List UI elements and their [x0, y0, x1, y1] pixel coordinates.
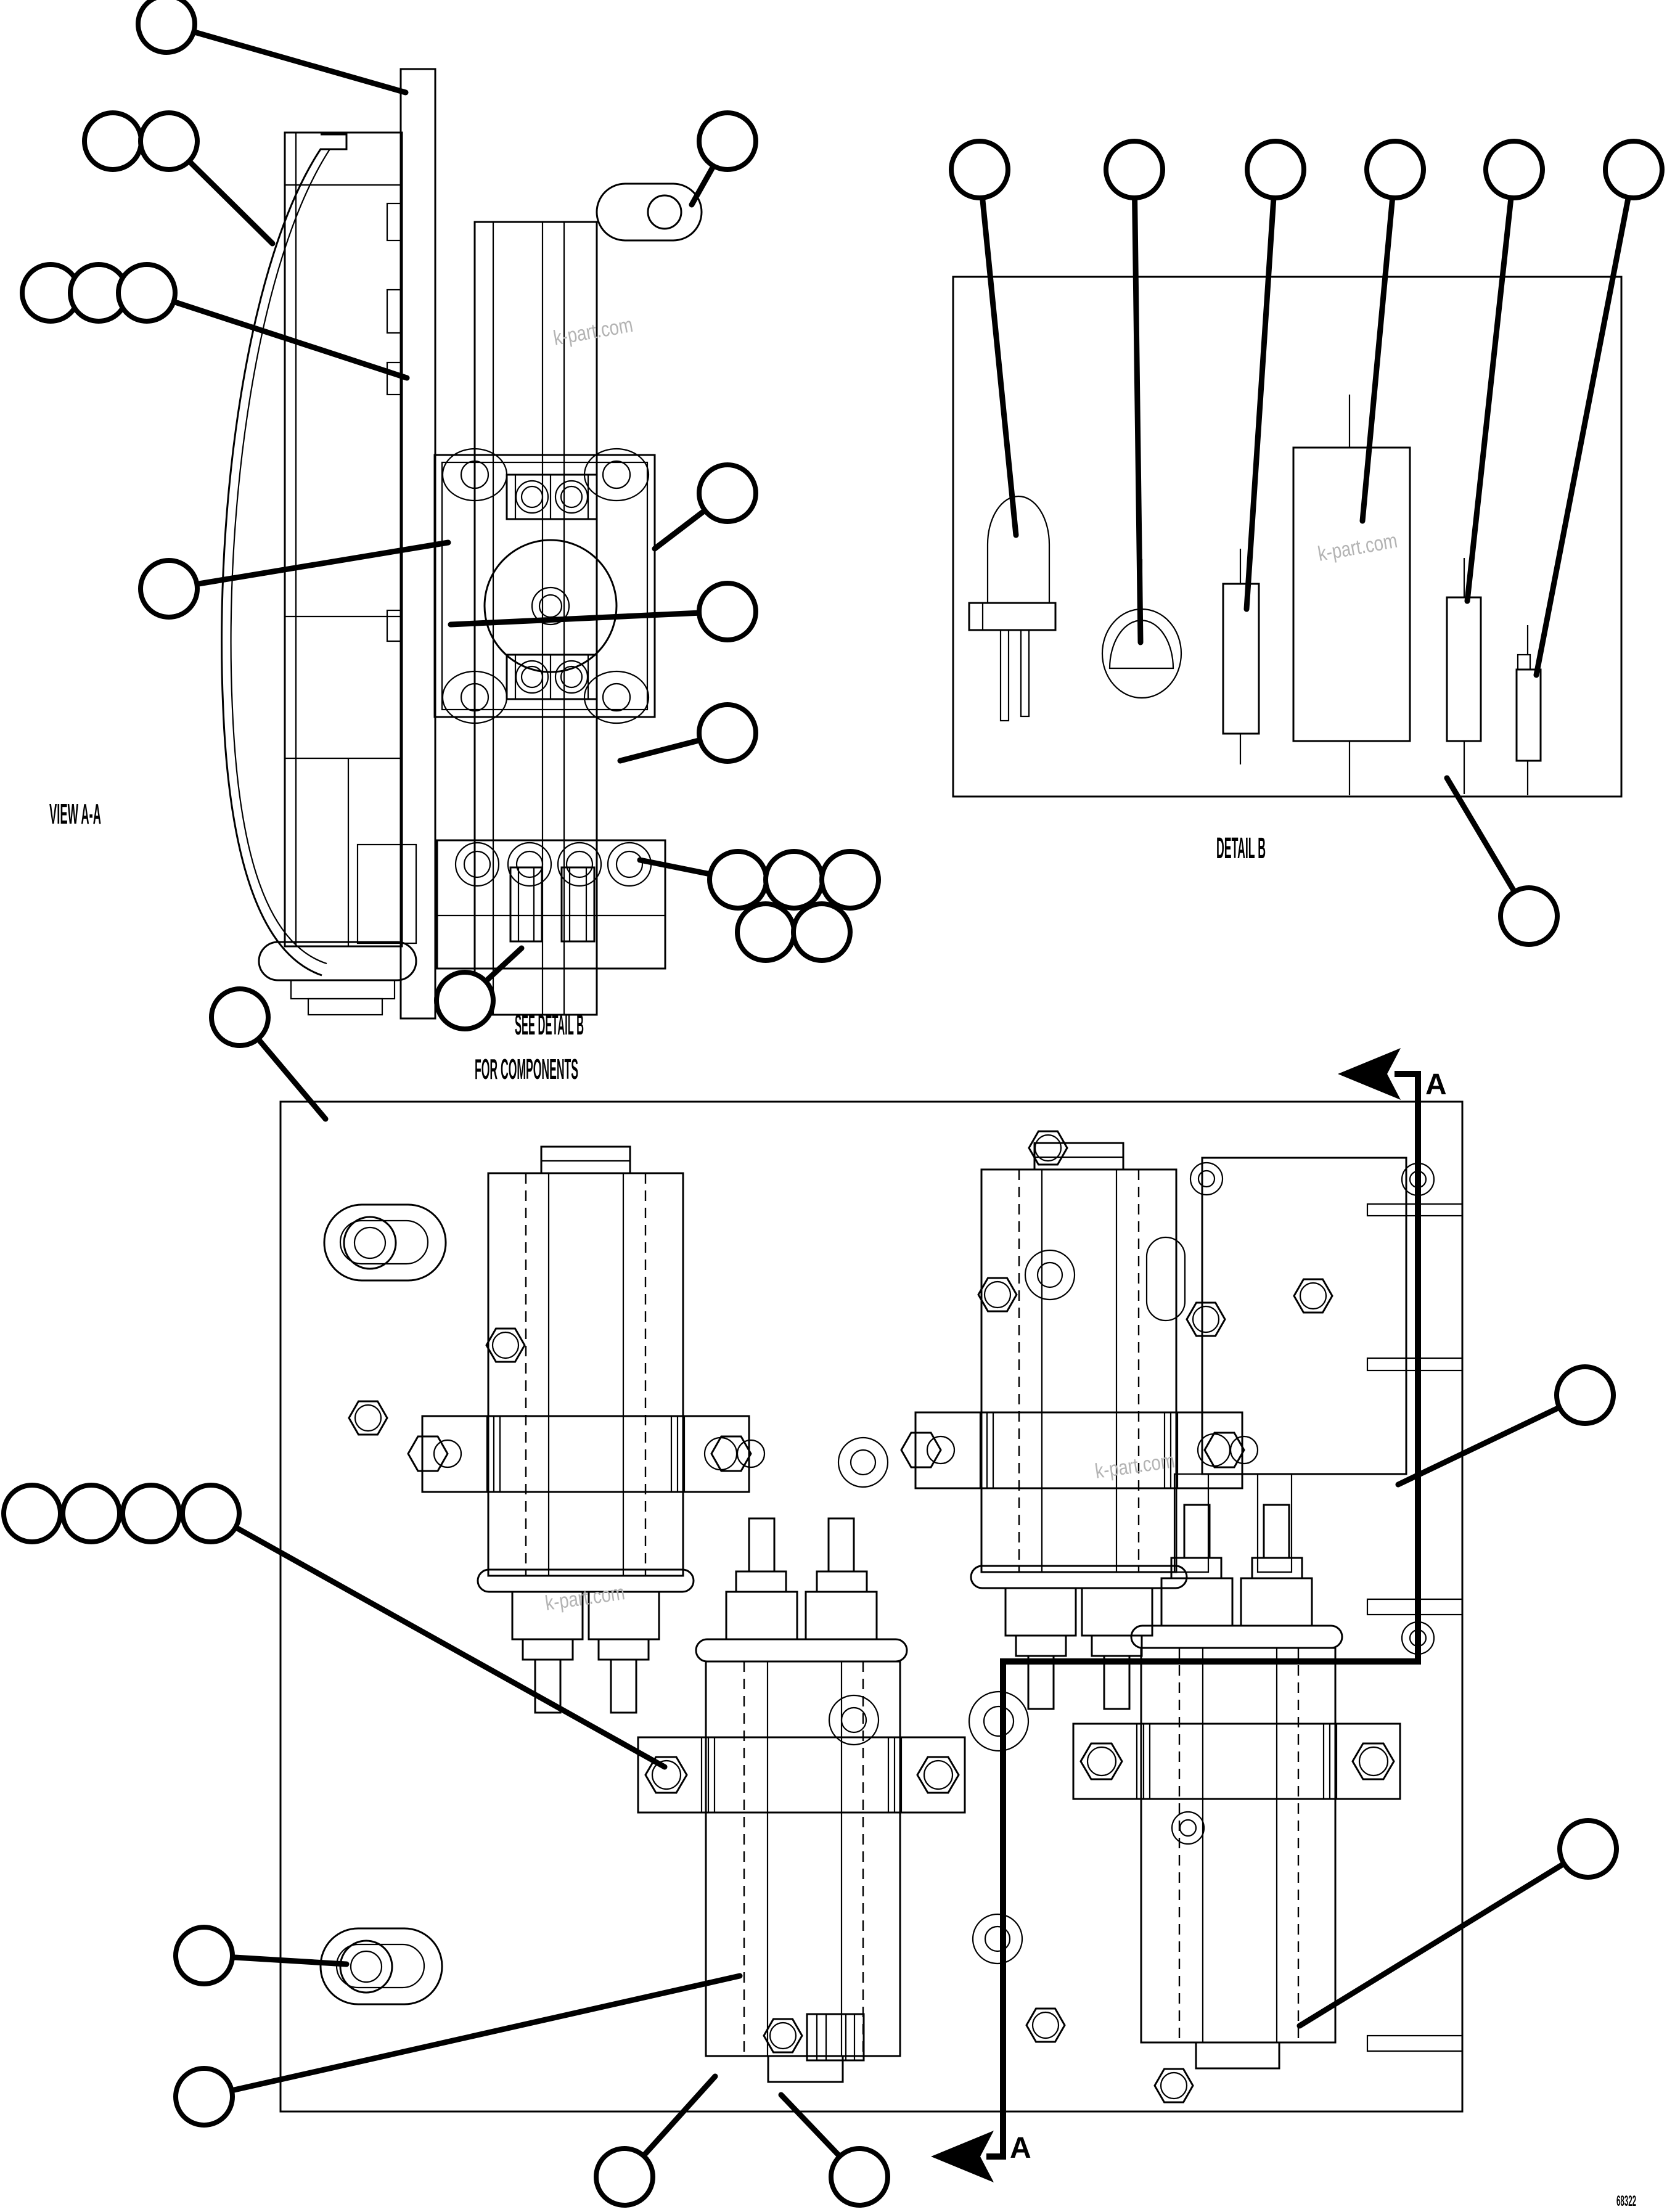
leader-line [1300, 1849, 1588, 2026]
resistor-small [1517, 625, 1541, 795]
callout-balloon [737, 904, 794, 961]
callout-balloon [1501, 888, 1557, 944]
callout-balloon [211, 989, 268, 1046]
callout-balloon [822, 851, 879, 908]
leader-line [1362, 170, 1395, 521]
meter-body [259, 133, 416, 1015]
callout-balloon [176, 1927, 232, 1984]
cylinder-4 [1073, 1505, 1400, 2042]
callout-balloon [141, 113, 197, 170]
callout-balloon [1247, 141, 1304, 198]
panel-edge-tabs [1367, 1599, 1462, 2051]
callout-balloon [123, 1485, 179, 1542]
view-aa-label: VIEW A-A [49, 798, 101, 830]
keyhole-slot-top [324, 1205, 446, 1280]
leader-line [1398, 1395, 1585, 1485]
callout-balloon [951, 141, 1008, 198]
callout-balloon [1486, 141, 1542, 198]
led-component [969, 496, 1055, 721]
callout-balloon [176, 2068, 232, 2125]
watermark-text: k-part.com [551, 309, 653, 350]
section-label-bottom: A [1010, 2132, 1031, 2165]
callout-balloon [4, 1485, 60, 1542]
watermark-text: k-part.com [1316, 525, 1418, 566]
callout-balloon [1106, 141, 1163, 198]
callout-balloon [766, 851, 822, 908]
panel-plate [281, 1102, 1462, 2112]
leader-line [1467, 170, 1514, 601]
relay-block [435, 449, 655, 723]
callout-balloon [710, 851, 766, 908]
mount-tab [597, 184, 702, 240]
callout-balloon [1560, 1821, 1616, 1877]
drawing-number: 68322 [1616, 2193, 1636, 2210]
cylinder-4-base-plate [1196, 2042, 1279, 2068]
callout-leaders [147, 24, 1634, 2177]
cylinder-2 [901, 1143, 1258, 1709]
detail-b-label: DETAIL B [1216, 832, 1266, 865]
terminal-strip [437, 840, 665, 969]
callout-balloon [436, 972, 493, 1029]
leader-line [166, 24, 406, 92]
see-detail-note-line1: SEE DETAIL B [515, 1009, 584, 1041]
watermark-text: k-part.com [543, 1578, 645, 1615]
section-label-top: A [1425, 1068, 1447, 1101]
callout-balloon [1367, 141, 1423, 198]
leader-line [980, 170, 1016, 535]
watermark-text: k-part.com [1093, 1446, 1195, 1483]
callout-balloon [118, 264, 175, 321]
detail-b-box [953, 277, 1621, 797]
leader-line [169, 543, 448, 589]
leader-line [1536, 170, 1634, 675]
leader-line [147, 293, 407, 378]
section-arrow-bottom [931, 2131, 994, 2182]
callout-balloon [699, 705, 756, 761]
callout-balloon [831, 2149, 888, 2205]
callout-balloon [63, 1485, 120, 1542]
leader-line [1134, 170, 1141, 642]
resistor-2 [1447, 558, 1481, 794]
resistor-1 [1223, 549, 1259, 764]
callout-balloon [182, 1485, 239, 1542]
callout-balloon [596, 2149, 653, 2205]
section-arrow-top [1338, 1048, 1401, 1100]
callout-balloon [141, 560, 197, 617]
callout-balloon [84, 113, 141, 170]
leader-line [204, 1976, 740, 2097]
callout-balloon [699, 583, 756, 640]
callout-balloon [138, 0, 195, 52]
cylinder-1 [408, 1147, 764, 1713]
callout-balloon [1557, 1367, 1613, 1423]
callout-balloon [699, 465, 756, 522]
callout-balloon [793, 904, 850, 961]
leader-line [1247, 170, 1276, 609]
cylinder-3 [638, 1518, 965, 2056]
see-detail-note-line2: FOR COMPONENTS [475, 1053, 578, 1085]
view-aa-assembly [222, 69, 702, 1018]
callout-balloon [699, 113, 756, 170]
leader-line [451, 612, 727, 625]
capacitor-large [1293, 395, 1418, 795]
panel-assembly [281, 1102, 1462, 2112]
callout-balloon [1605, 141, 1662, 198]
